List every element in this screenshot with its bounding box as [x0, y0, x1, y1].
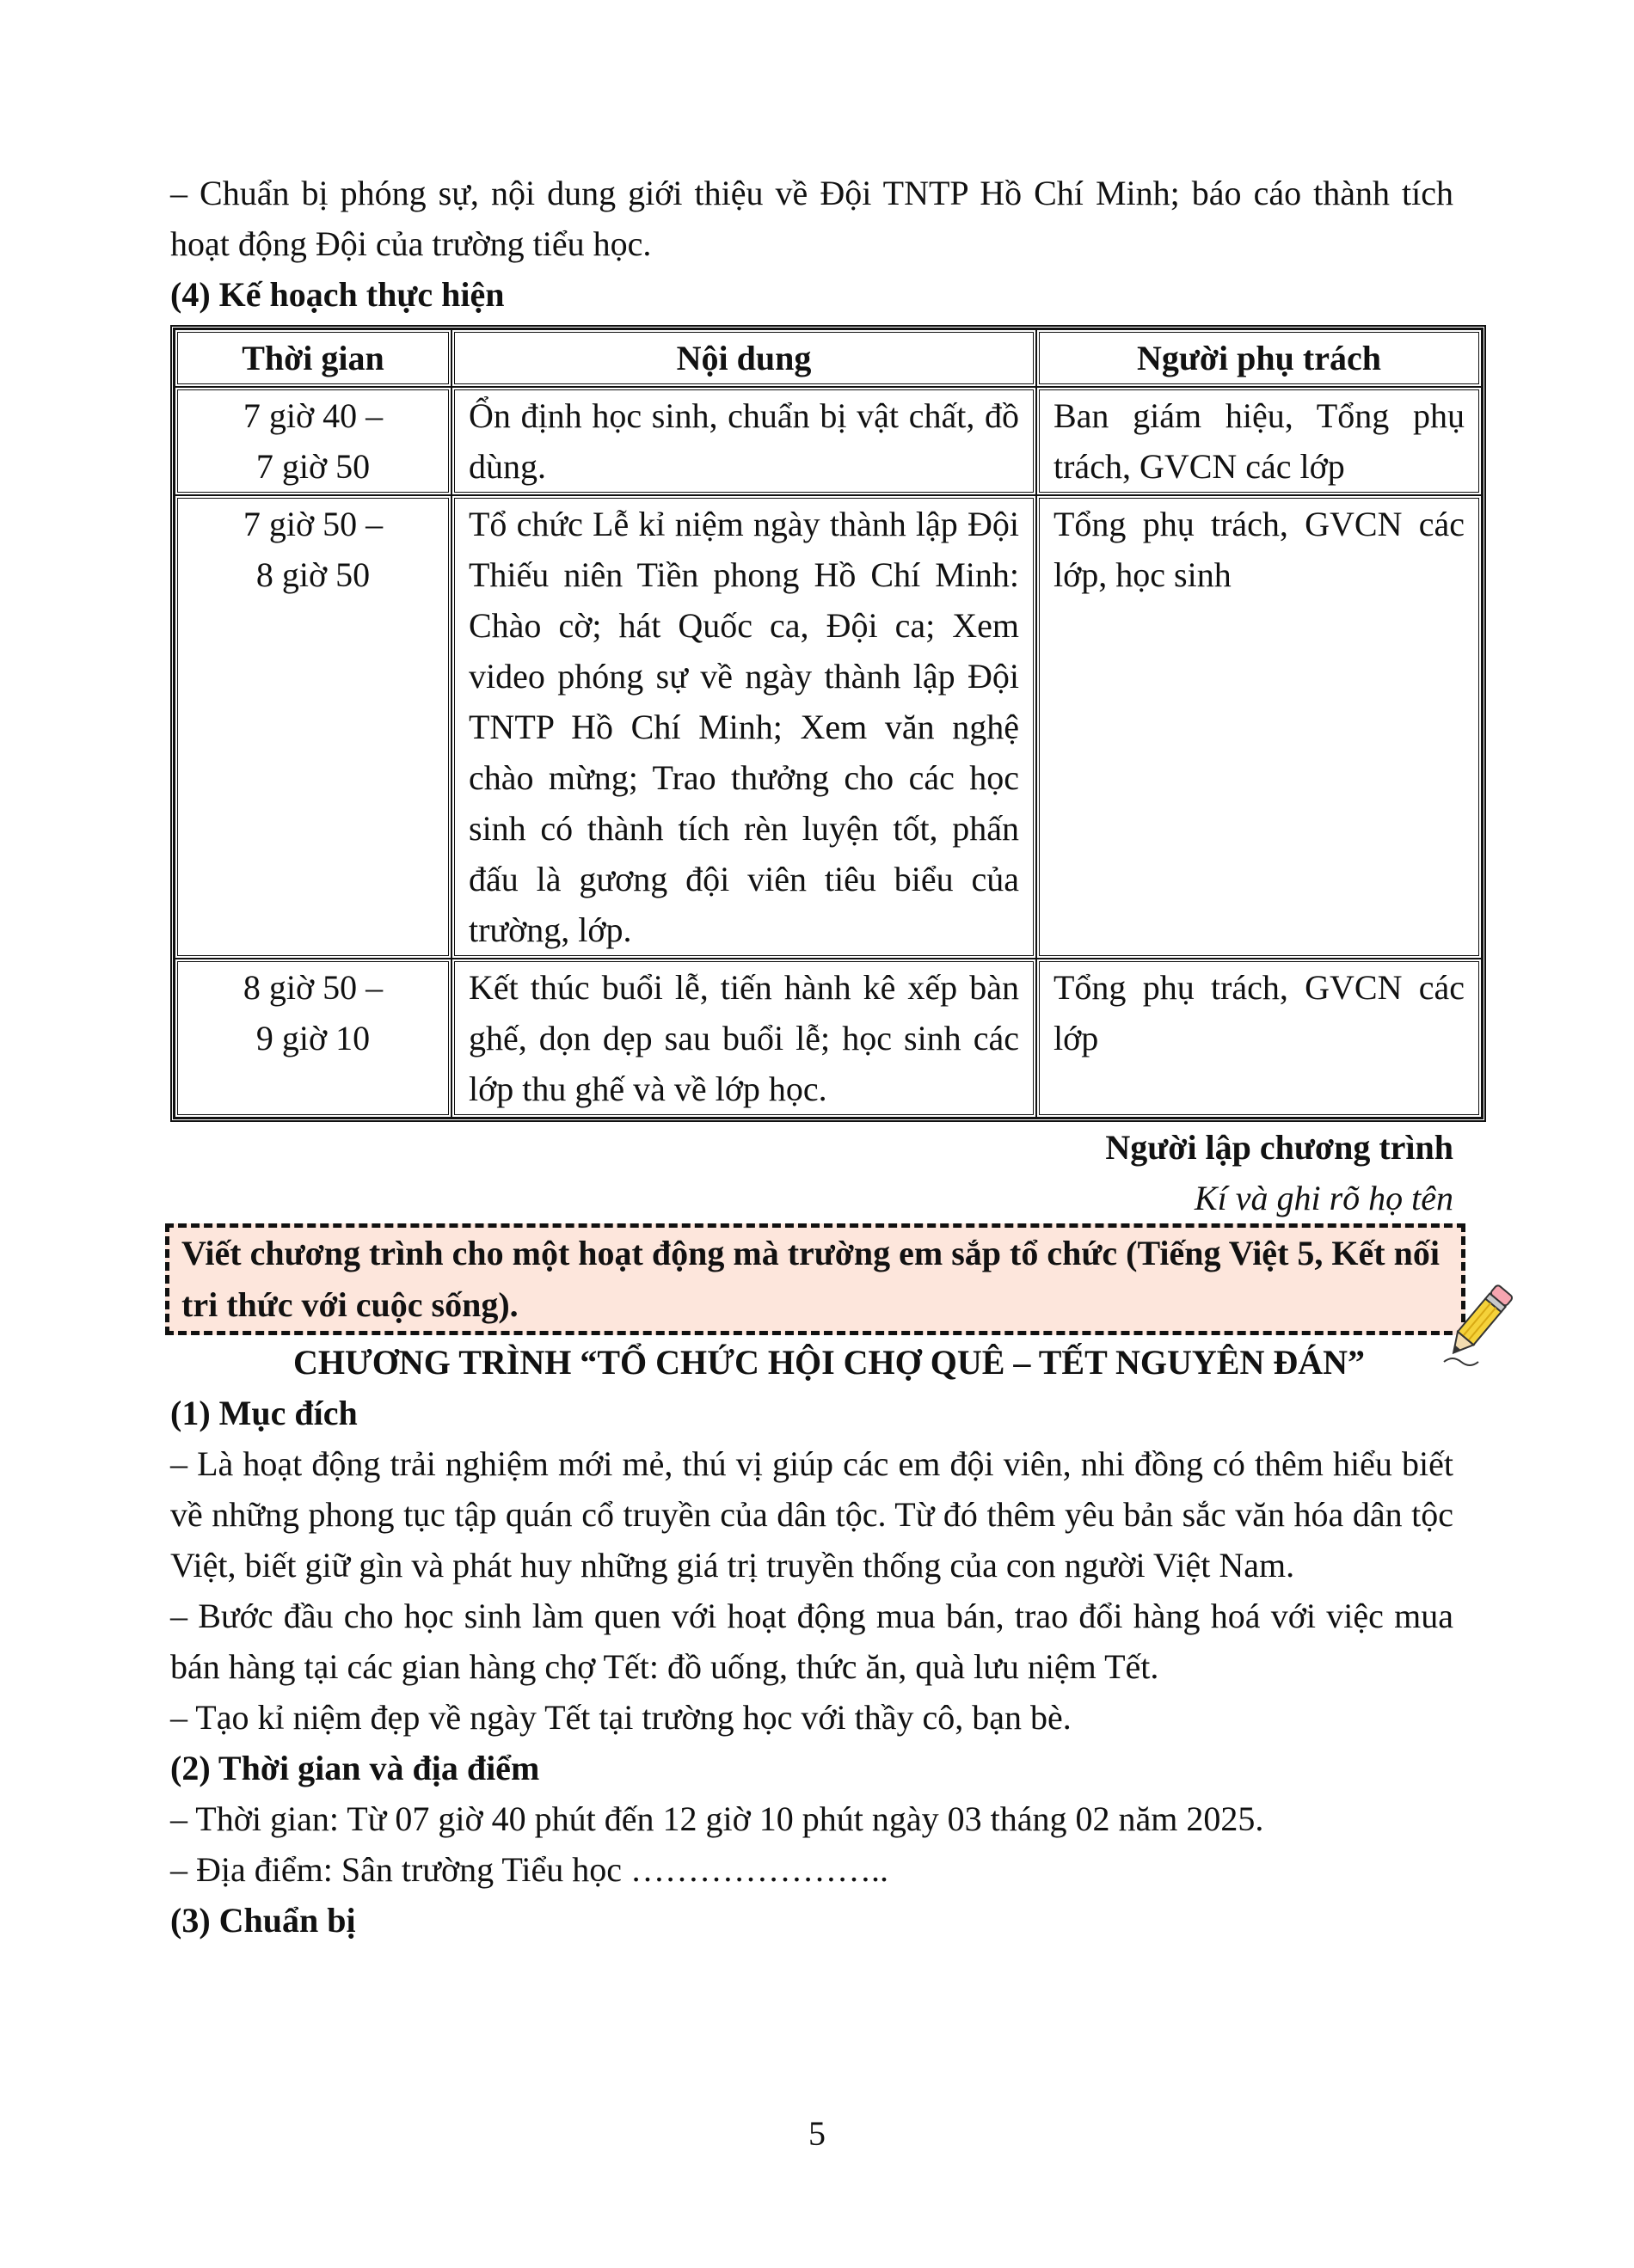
- content-cell: Ổn định học sinh, chuẩn bị vật chất, đồ dùng.: [452, 387, 1036, 495]
- place-line: – Địa điểm: Sân trường Tiểu học …………………..: [170, 1850, 889, 1889]
- time-start: 7 giờ 50 –: [243, 505, 384, 543]
- plan-table: [170, 325, 1486, 1122]
- task-text: Viết chương trình cho một hoạt động mà trường em sắp tổ chức (Tiếng Việt 5, Kết nối tri thức với cuộc sống).: [181, 1234, 1440, 1324]
- page-number: 5: [808, 2114, 826, 2153]
- time-cell: [175, 495, 452, 959]
- signature-title: Người lập chương trình: [1105, 1128, 1453, 1167]
- time-end: 7 giờ 50: [255, 447, 371, 486]
- time-start: 7 giờ 40 –: [243, 396, 384, 435]
- content-cell: Tổ chức Lễ kỉ niệm ngày thành lập Đội Thiếu niên Tiền phong Hồ Chí Minh: Chào cờ; hát Quốc ca, Đội ca; Xem video phóng sự về ngày thành lập Đội TNTP Hồ Chí Minh; Xem văn nghệ chào mừng; Trao thưởng cho các học sinh có thành tích rèn luyện tốt, phấn đấu là gương đội viên tiêu biểu của trường, lớp.: [452, 495, 1036, 959]
- purpose-item: – Là hoạt động trải nghiệm mới mẻ, thú vị giúp các em đội viên, nhi đồng có thêm hiểu biết về những phong tục tập quán cổ truyền của dân tộc. Từ đó thêm yêu bản sắc văn hóa dân tộc Việt, biết giữ gìn và phát huy những giá trị truyền thống của con người Việt Nam.: [170, 1444, 1453, 1585]
- signature-note: Kí và ghi rõ họ tên: [1194, 1179, 1453, 1217]
- table-row: [175, 959, 1482, 1118]
- intro-paragraph: – Chuẩn bị phóng sự, nội dung giới thiệu về Đội TNTP Hồ Chí Minh; báo cáo thành tích hoạt động Đội của trường tiểu học.: [170, 174, 1453, 263]
- table-row: [175, 495, 1482, 959]
- program-title: CHƯƠNG TRÌNH “TỔ CHỨC HỘI CHỢ QUÊ – TẾT NGUYÊN ĐÁN”: [292, 1343, 1366, 1382]
- time-start: 8 giờ 50 –: [243, 968, 384, 1007]
- time-cell: [175, 387, 452, 495]
- responsible-cell: Tổng phụ trách, GVCN các lớp, học sinh: [1036, 495, 1482, 959]
- responsible-cell: Ban giám hiệu, Tổng phụ trách, GVCN các lớp: [1036, 387, 1482, 495]
- responsible-cell: Tổng phụ trách, GVCN các lớp: [1036, 959, 1482, 1118]
- signature-block: [170, 1122, 1453, 1223]
- section-3-heading: (3) Chuẩn bị: [170, 1901, 356, 1940]
- section-2-heading: (2) Thời gian và địa điểm: [170, 1749, 540, 1787]
- header-content: Nội dung: [452, 329, 1036, 387]
- purpose-item: – Bước đầu cho học sinh làm quen với hoạt động mua bán, trao đổi hàng hoá với việc mua bán hàng tại các gian hàng chợ Tết: đồ uống, thức ăn, quà lưu niệm Tết.: [170, 1597, 1453, 1686]
- section-4-heading: (4) Kế hoạch thực hiện: [170, 275, 505, 314]
- section-1-heading: (1) Mục đích: [170, 1394, 358, 1432]
- purpose-item: – Tạo kỉ niệm đẹp về ngày Tết tại trường học với thầy cô, bạn bè.: [170, 1698, 1072, 1737]
- time-end: 8 giờ 50: [255, 555, 371, 594]
- table-header-row: [175, 329, 1482, 387]
- header-responsible: Người phụ trách: [1036, 329, 1482, 387]
- time-end: 9 giờ 10: [255, 1019, 371, 1057]
- content-cell: Kết thúc buổi lễ, tiến hành kê xếp bàn ghế, dọn dẹp sau buổi lễ; học sinh các lớp thu ghế và về lớp học.: [452, 959, 1036, 1118]
- time-cell: [175, 959, 452, 1118]
- task-box: [165, 1223, 1465, 1335]
- table-row: [175, 387, 1482, 495]
- time-line: – Thời gian: Từ 07 giờ 40 phút đến 12 giờ 10 phút ngày 03 tháng 02 năm 2025.: [170, 1799, 1264, 1838]
- pencil-icon: [1435, 1276, 1521, 1370]
- document-page: [170, 168, 1465, 1946]
- header-time: Thời gian: [175, 329, 452, 387]
